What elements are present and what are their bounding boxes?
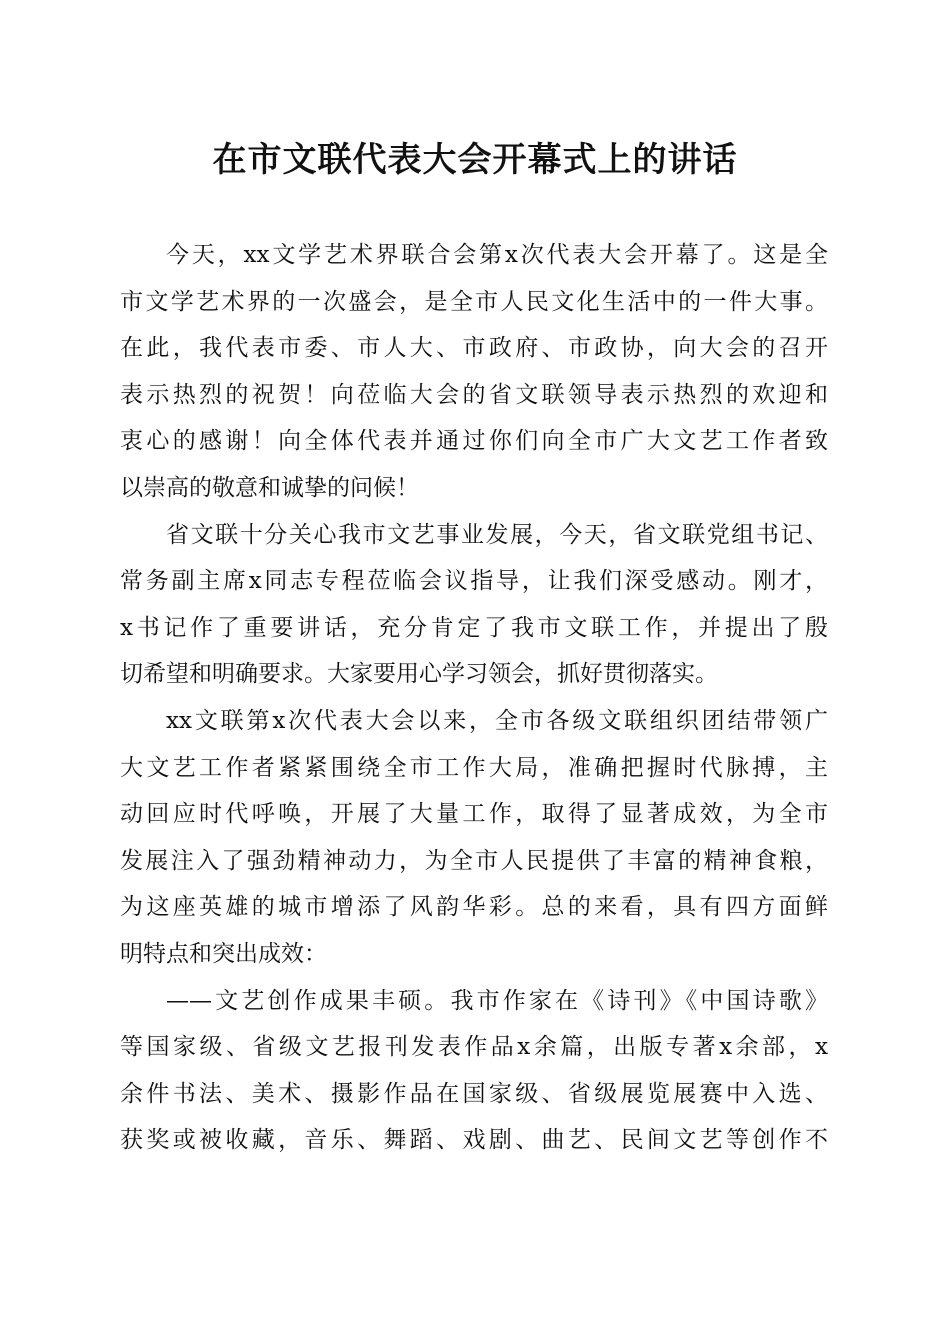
text-line: 常务副主席x同志专程莅临会议指导，让我们深受感动。刚才， [120, 568, 828, 595]
text-line: 明特点和突出成效： [120, 940, 327, 967]
text-line: 以崇高的敬意和诚挚的问候！ [120, 474, 419, 501]
paragraph-4 [120, 978, 828, 1164]
paragraph-3 [120, 698, 828, 978]
document-body [120, 232, 828, 1164]
text-line: 发展注入了强劲精神动力，为全市人民提供了丰富的精神食粮， [120, 847, 828, 874]
text-line: 市文学艺术界的一次盛会，是全市人民文化生活中的一件大事。 [120, 288, 828, 315]
text-line: 衷心的感谢！向全体代表并通过你们向全市广大文艺工作者致 [120, 428, 828, 455]
paragraph-1 [120, 232, 828, 512]
text-line: 大文艺工作者紧紧围绕全市工作大局，准确把握时代脉搏，主 [120, 754, 828, 781]
text-line: 在此，我代表市委、市人大、市政府、市政协，向大会的召开 [120, 335, 828, 362]
text-line: 余件书法、美术、摄影作品在国家级、省级展览展赛中入选、 [120, 1080, 828, 1107]
paragraph-2 [120, 512, 828, 698]
text-line: ——文艺创作成果丰硕。我市作家在《诗刊》《中国诗歌》 [166, 987, 828, 1014]
text-line: x书记作了重要讲话，充分肯定了我市文联工作，并提出了殷 [120, 614, 828, 641]
text-line: 今天，xx文学艺术界联合会第x次代表大会开幕了。这是全 [166, 242, 828, 268]
text-line: 等国家级、省级文艺报刊发表作品x余篇，出版专著x余部，x [120, 1034, 828, 1061]
document-title: 在市文联代表大会开幕式上的讲话 [212, 140, 738, 180]
text-line: xx文联第x次代表大会以来，全市各级文联组织团结带领广 [166, 707, 828, 734]
text-line: 表示热烈的祝贺！向莅临大会的省文联领导表示热烈的欢迎和 [120, 381, 828, 408]
text-line: 切希望和明确要求。大家要用心学习领会，抓好贯彻落实。 [120, 661, 718, 688]
text-line: 为这座英雄的城市增添了风韵华彩。总的来看，具有四方面鲜 [120, 894, 828, 921]
text-line: 获奖或被收藏，音乐、舞蹈、戏剧、曲艺、民间文艺等创作不 [120, 1127, 828, 1154]
text-line: 省文联十分关心我市文艺事业发展，今天，省文联党组书记、 [166, 521, 828, 548]
text-line: 动回应时代呼唤，开展了大量工作，取得了显著成效，为全市 [120, 801, 828, 828]
